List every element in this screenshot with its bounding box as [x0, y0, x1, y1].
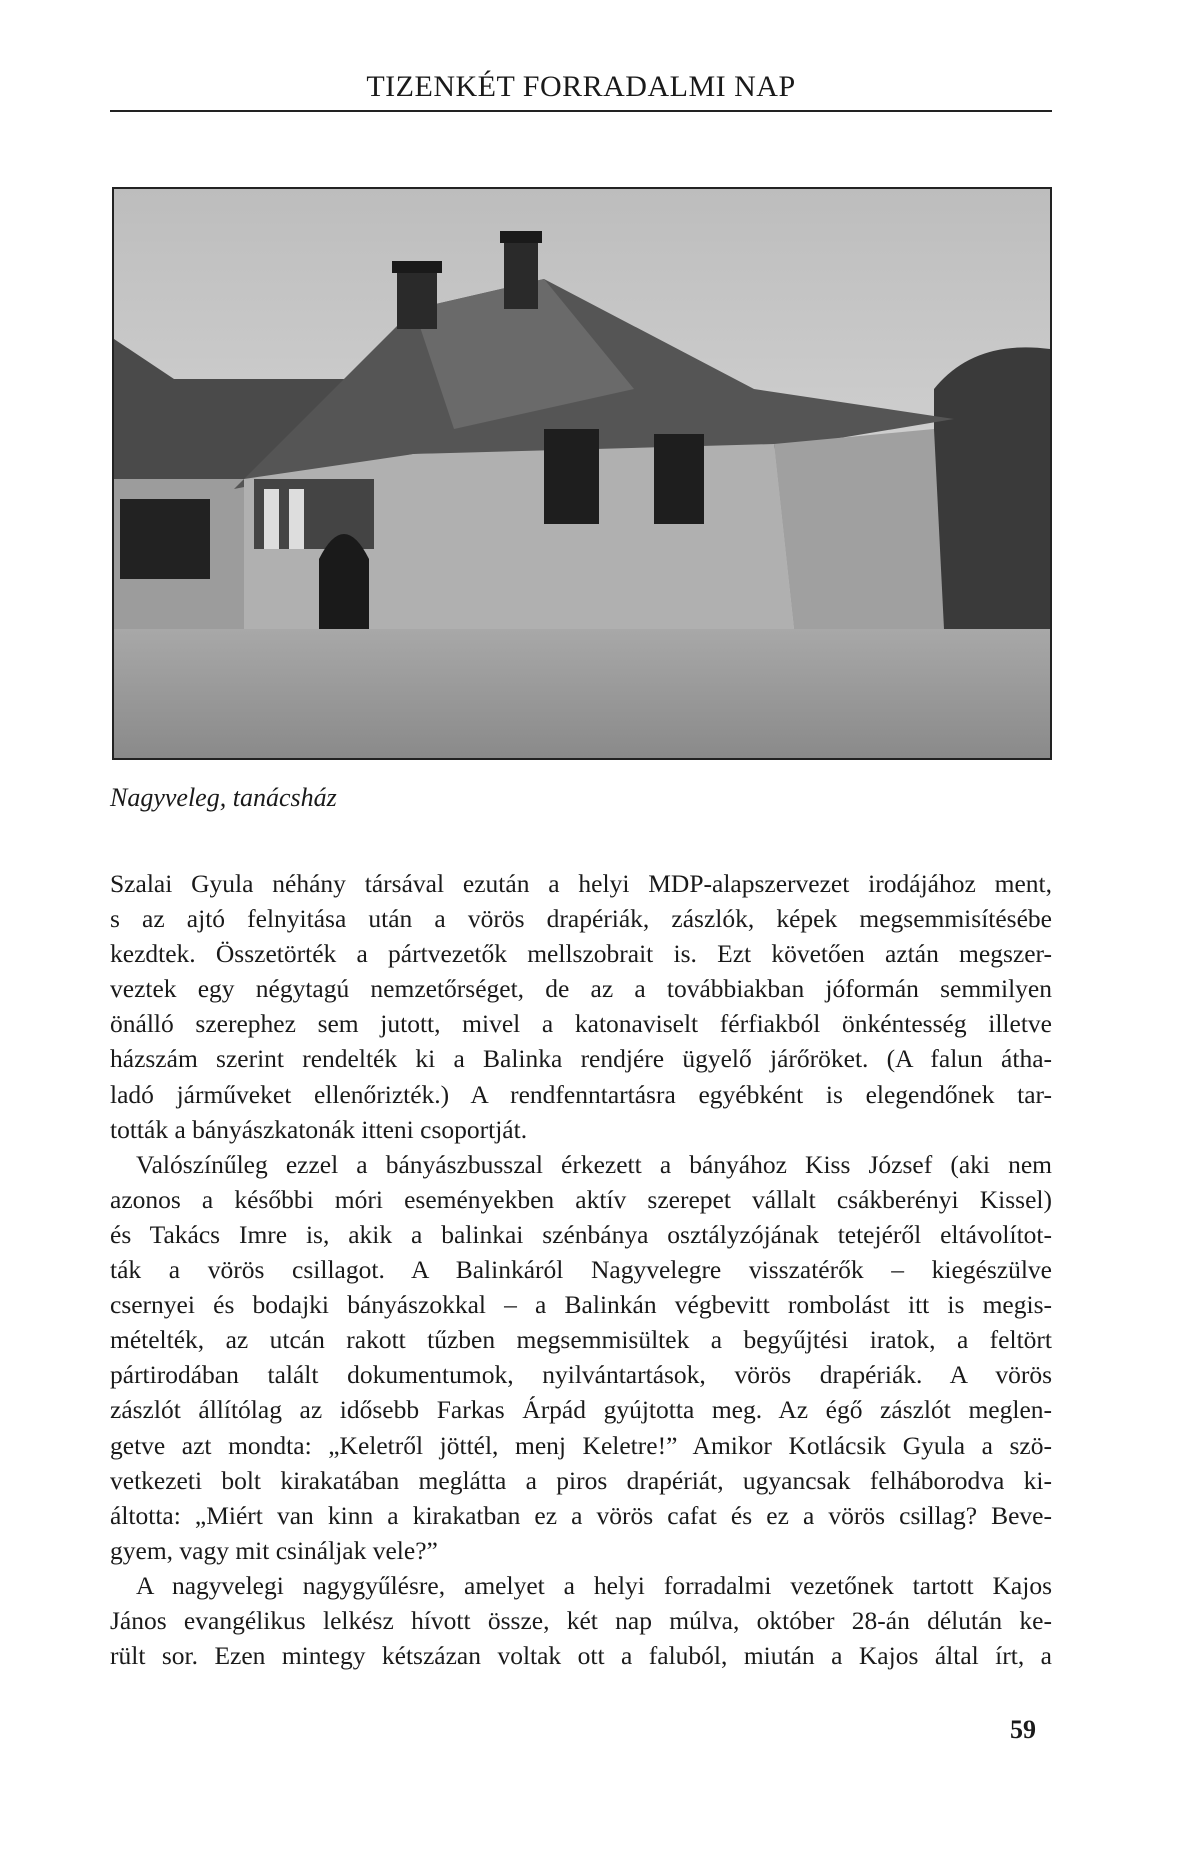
text-line: s az ajtó felnyitása után a vörös drapériák, zászlók, képek megsemmisítésébe — [110, 904, 1052, 934]
text-line: házszám szerint rendelték ki a Balinka rendjére ügyelő járőröket. (A falun átha- — [110, 1044, 1052, 1074]
text-line: önálló szerephez sem jutott, mivel a katonaviselt férfiakból önkéntesség illetve — [110, 1009, 1052, 1039]
text-line: rült sor. Ezen mintegy kétszázan voltak ott a faluból, miután a Kajos által írt, a — [110, 1641, 1052, 1671]
text-line: Szalai Gyula néhány társával ezután a helyi MDP-alapszervezet irodájához ment, — [110, 869, 1052, 898]
text-line: kezdtek. Összetörték a pártvezetők mellszobrait is. Ezt követően aztán megszer- — [110, 939, 1052, 969]
text-line: ladó járműveket ellenőrizték.) A rendfenntartásra egyébként is elegendőnek tar- — [110, 1079, 1052, 1109]
page-number: 59 — [1010, 1715, 1036, 1744]
figure-caption: Nagyveleg, tanácsház — [110, 783, 337, 812]
text-line: pártirodában talált dokumentumok, nyilvántartások, vörös drapériák. A vörös — [110, 1360, 1052, 1390]
running-header: TIZENKÉT FORRADALMI NAP — [366, 70, 796, 103]
town-hall-photo-image — [114, 189, 1050, 758]
text-line: áltotta: „Miért van kinn a kirakatban ez a vörös cafat és ez a vörös csillag? Beve- — [110, 1500, 1052, 1530]
text-line: és Takács Imre is, akik a balinkai szénbánya osztályzójának tetejéről eltávolítot- — [110, 1219, 1052, 1249]
photo-town-hall — [112, 187, 1052, 760]
text-line: tották a bányászkatonák itteni csoportját. — [110, 1114, 528, 1144]
text-line: csernyei és bodajki bányászokkal – a Balinkán végbevitt rombolást itt is megis- — [110, 1290, 1052, 1320]
header-rule — [110, 110, 1052, 112]
text-line: János evangélikus lelkész hívott össze, két nap múlva, október 28-án délután ke- — [110, 1605, 1052, 1635]
text-line: A nagyvelegi nagygyűlésre, amelyet a helyi forradalmi vezetőnek tartott Kajos — [136, 1570, 1052, 1600]
text-line: mételték, az utcán rakott tűzben megsemmisültek a begyűjtési iratok, a feltört — [110, 1325, 1052, 1355]
text-line: veztek egy négytagú nemzetőrséget, de az a továbbiakban jóformán semmilyen — [110, 974, 1052, 1004]
text-line: gyem, vagy mit csináljak vele?” — [110, 1535, 438, 1565]
text-line: vetkezeti bolt kirakatában meglátta a piros drapériát, ugyancsak felháborodva ki- — [110, 1465, 1052, 1495]
text-line: azonos a későbbi móri eseményekben aktív szerepet vállalt csákberényi Kissel) — [110, 1184, 1052, 1214]
text-line: ták a vörös csillagot. A Balinkáról Nagyvelegre visszatérők – kiegészülve — [110, 1255, 1052, 1285]
body-text — [110, 866, 1052, 1673]
text-line: getve azt mondta: „Keletről jöttél, menj Keletre!” Amikor Kotlácsik Gyula a szö- — [110, 1430, 1052, 1460]
text-line: zászlót állítólag az idősebb Farkas Árpád gyújtotta meg. Az égő zászlót meglen- — [110, 1395, 1052, 1425]
text-line: Valószínűleg ezzel a bányászbusszal érkezett a bányához Kiss József (aki nem — [136, 1149, 1052, 1179]
